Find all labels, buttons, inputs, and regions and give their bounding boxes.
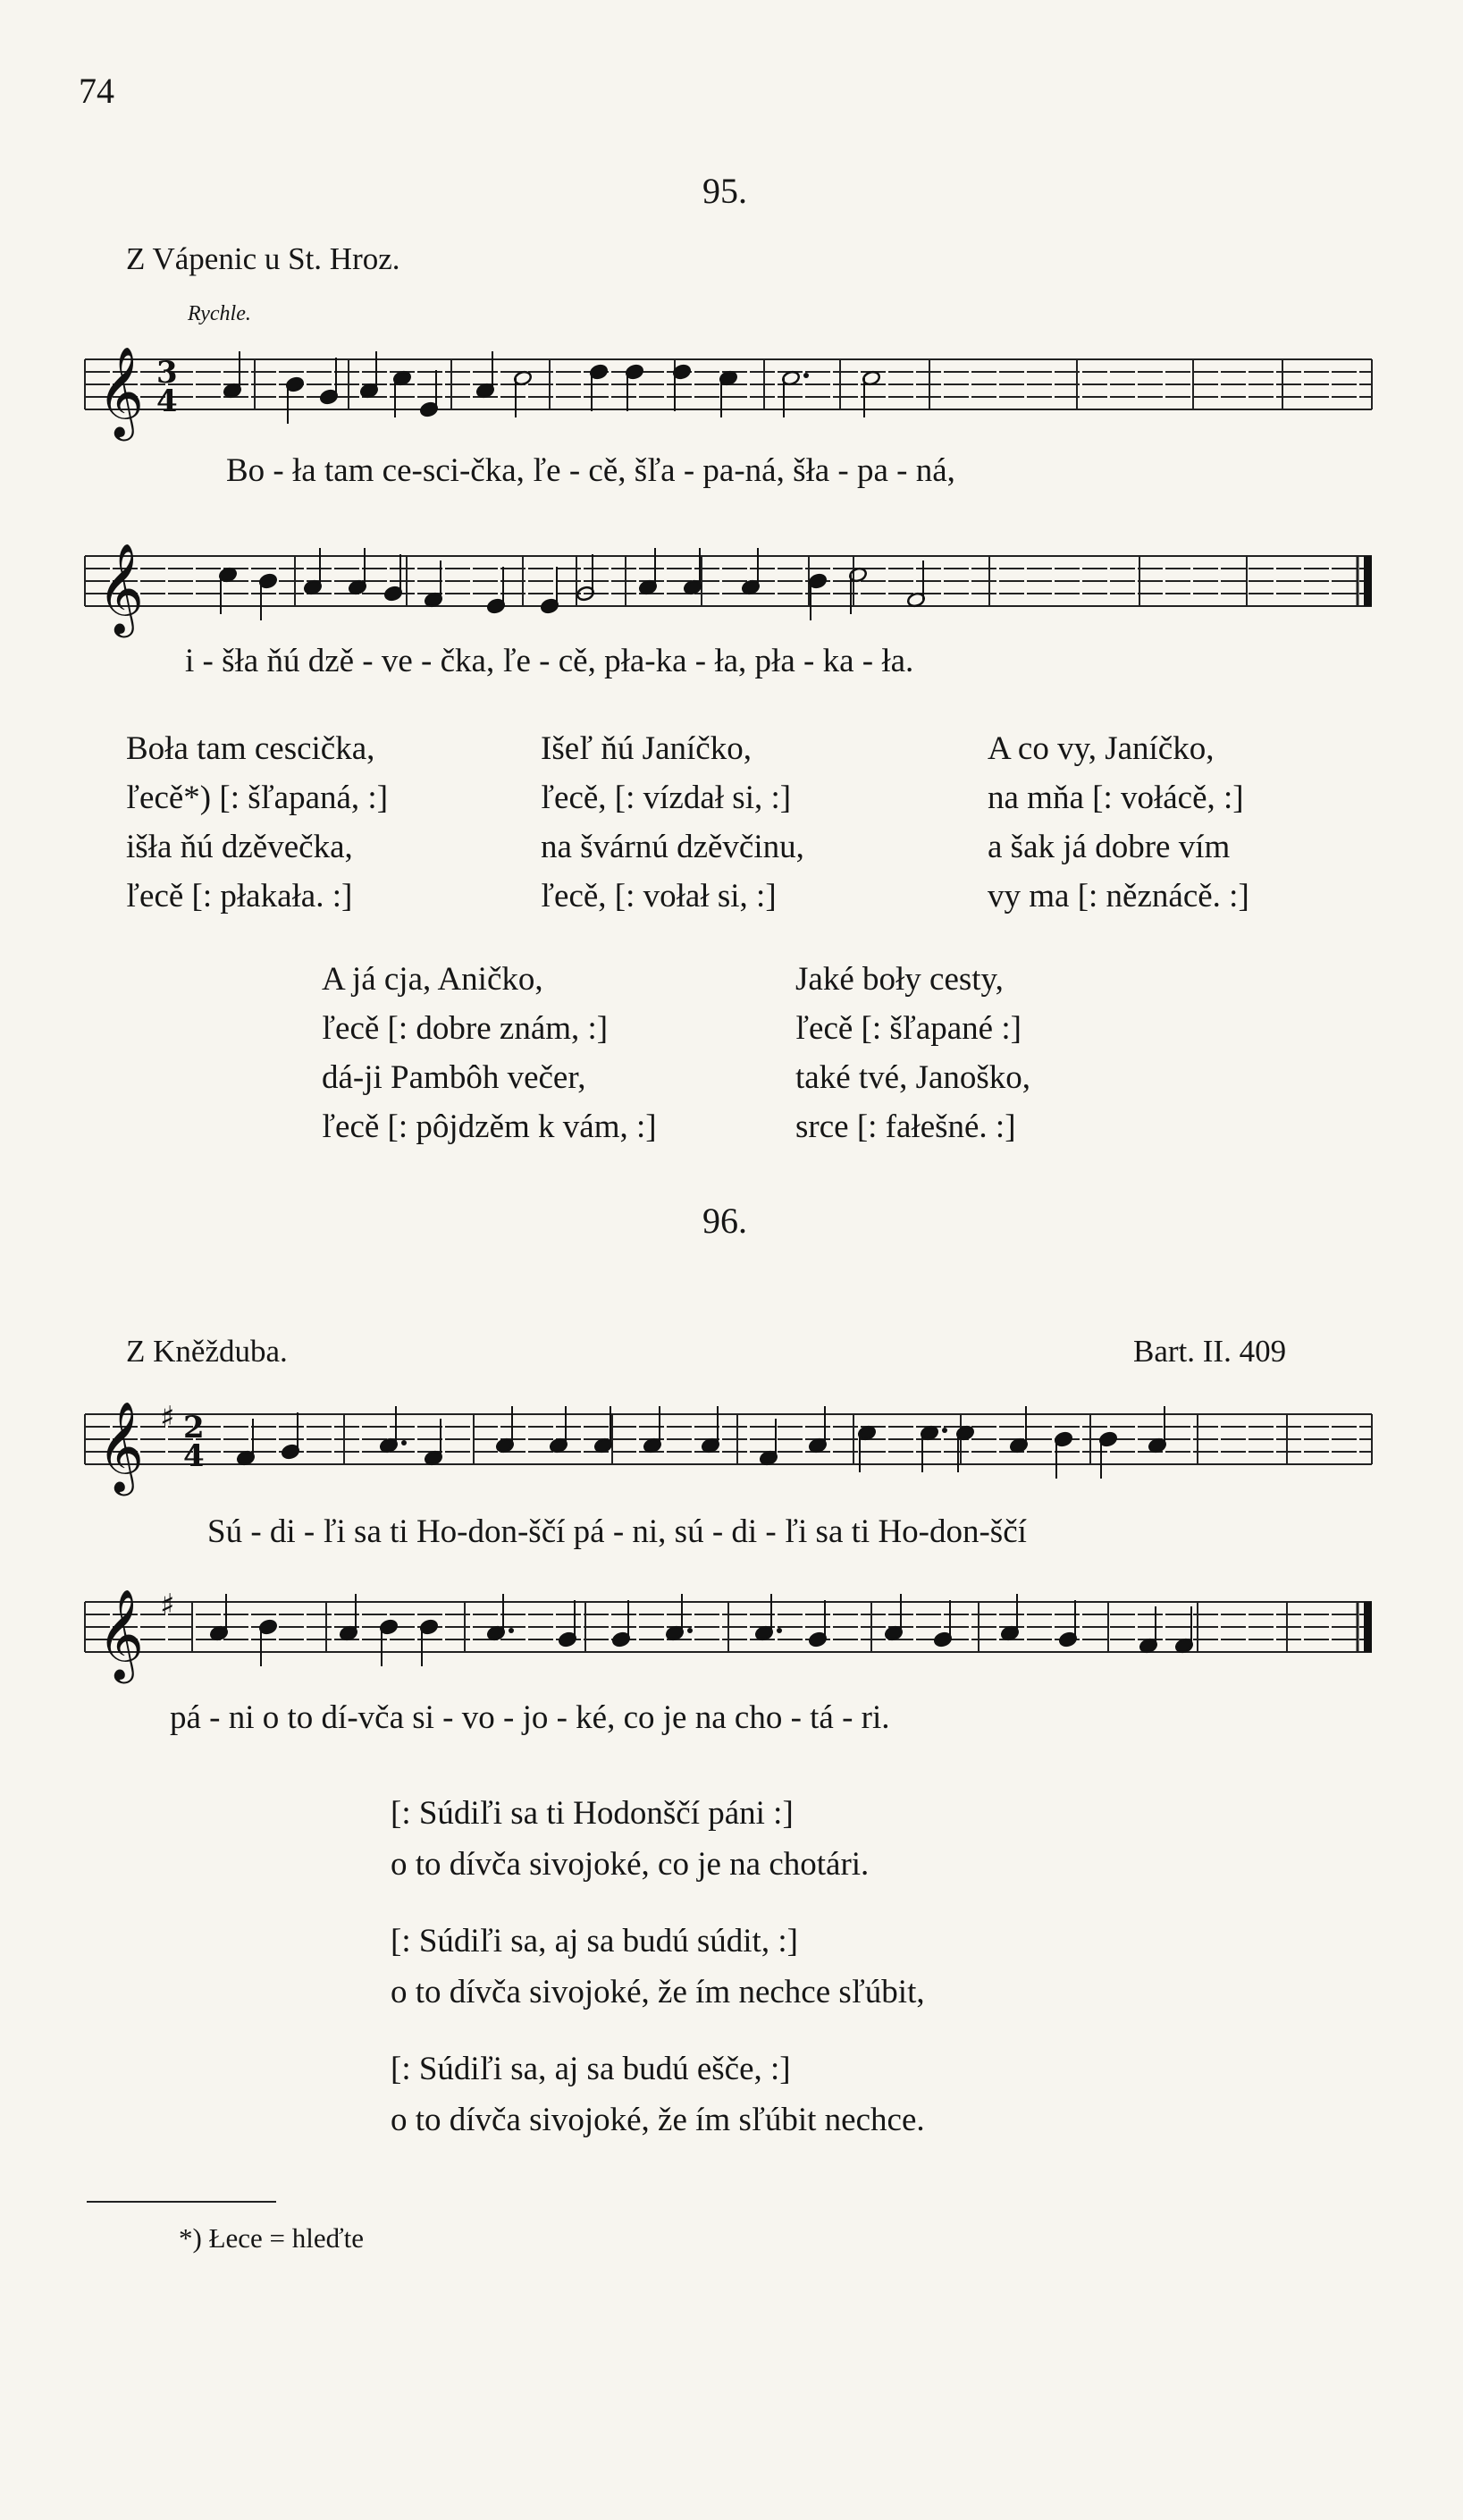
footnote-rule <box>87 2201 276 2203</box>
final-barline-thick <box>1364 556 1372 606</box>
dot <box>942 1428 947 1433</box>
song-95-verse-5: Jaké boły cesty, ľecě [: šľapané :] také tvé, Janoško, srce [: fałešné. :] <box>795 961 1031 1145</box>
music-staff-96-line-1 <box>85 1396 1372 1495</box>
song-96-reference: Bart. II. 409 <box>1133 1334 1287 1369</box>
treble-clef: 𝄞 <box>97 1400 145 1492</box>
song-96-lyrics-line-2: pá - ni o to dí-vča si - vo - jo - ké, co je na cho - tá - ri. <box>170 1699 890 1736</box>
song-96-verse-3: [: Súdiľi sa, aj sa budú ešče, :] o to dívča sivojoké, že ím sľúbit nechce. <box>391 2051 925 2138</box>
song-96-lyrics-line-1: Sú - di - ľi sa ti Ho-don-ščí pá - ni, sú - di - ľi sa ti Ho-don-ščí <box>207 1513 1027 1550</box>
song-95-origin: Z Vápenic u St. Hroz. <box>126 241 400 276</box>
treble-clef: 𝄞 <box>97 345 145 437</box>
dot <box>803 373 809 378</box>
music-staff-95-line-2 <box>85 538 1372 636</box>
dot <box>687 1628 693 1633</box>
dot <box>777 1628 782 1633</box>
treble-clef: 𝄞 <box>97 542 145 634</box>
song-95-verse-4: A já cja, Aničko, ľecě [: dobre znám, :] dá-ji Pambôh večer, ľecě [: pôjdzěm k vám, :] <box>322 961 657 1145</box>
song-95-number: 95. <box>702 171 747 211</box>
music-staff-96-line-2 <box>85 1584 1372 1682</box>
footnote: *) Łece = hleďte <box>179 2222 365 2254</box>
time-signature-top: 3 <box>156 355 178 391</box>
song-96-verse-2: [: Súdiľi sa, aj sa budú súdit, :] o to dívča sivojoké, že ím nechce sľúbit, <box>391 1923 925 2010</box>
time-signature-bottom: 4 <box>156 383 178 419</box>
music-staff-95-line-1 <box>85 341 1372 440</box>
song-95-verse-2: Išeľ ňú Janíčko, ľecě, [: vízdał si, :] na švárnú dzěvčinu, ľecě, [: vołał si, :] <box>541 730 804 914</box>
time-signature-top: 2 <box>183 1410 205 1445</box>
tempo-marking: Rychle. <box>188 302 251 325</box>
song-96-origin: Z Kněžduba. <box>126 1334 288 1369</box>
dot <box>401 1440 407 1445</box>
treble-clef: 𝄞 <box>97 1588 145 1680</box>
song-95-lyrics-line-1: Bo - ła tam ce-sci-čka, ľe - cě, šľa - pa-ná, šła - pa - ná, <box>226 452 955 489</box>
dot <box>509 1628 514 1633</box>
song-95-verse-3: A co vy, Janíčko, na mňa [: vołácě, :] a šak já dobre vím vy ma [: něznácě. :] <box>988 730 1249 914</box>
song-95-lyrics-line-2: i - šła ňú dzě - ve - čka, ľe - cě, pła-ka - ła, pła - ka - ła. <box>185 643 914 679</box>
time-signature-bottom: 4 <box>183 1438 205 1474</box>
song-95-verse-1: Boła tam cescička, ľecě*) [: šľapaná, :] išła ňú dzěvečka, ľecě [: płakała. :] <box>126 730 389 914</box>
song-96-number: 96. <box>702 1201 747 1241</box>
song-96-verse-1: [: Súdiľi sa ti Hodonščí páni :] o to dívča sivojoké, co je na chotári. <box>391 1795 870 1883</box>
page-number: 74 <box>79 71 114 111</box>
key-signature-sharp: ♯ <box>160 1400 175 1436</box>
final-barline-thick <box>1364 1602 1372 1652</box>
key-signature-sharp: ♯ <box>160 1588 175 1623</box>
